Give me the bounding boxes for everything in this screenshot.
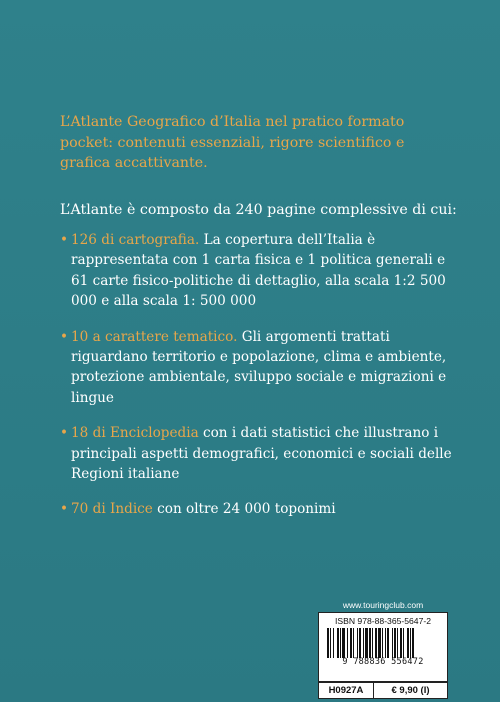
item-text: con i dati statistici che illustrano i principali aspetti demografici, economici e sociali delle Regioni italiane: [71, 425, 452, 483]
item-highlight: 70 di Indice: [71, 501, 153, 518]
lead-paragraph: L’Atlante è composto da 240 pagine complessive di cui:: [60, 202, 457, 218]
list-item: [60, 230, 460, 312]
item-highlight: 126 di cartografia.: [71, 232, 200, 248]
list-item: [60, 499, 460, 519]
isbn-label: ISBN 978-88-365-5647-2: [334, 616, 432, 626]
item-text: con oltre 24 000 toponimi: [152, 501, 336, 518]
product-code: H0927A: [318, 682, 374, 699]
item-highlight: 10 a carattere tematico.: [71, 328, 238, 345]
barcode-digits: 9 788836 556472: [342, 657, 424, 667]
list-item: [60, 327, 460, 409]
item-text: La copertura dell’Italia è rappresentata con 1 carta fisica e 1 politica generali e 61 carte fisico-politiche di dettaglio, alla scala 1:2 500 000 e alla scala 1: 500 000: [71, 232, 446, 310]
contents-list: [60, 230, 460, 535]
price-label: € 9,90 (I): [374, 682, 448, 699]
list-item: [60, 423, 460, 484]
intro-paragraph: L’Atlante Geografico d’Italia nel pratico formato pocket: contenuti essenziali, rigore scientifico e grafica accattivante.: [60, 114, 405, 171]
website-url: www.touringclub.com: [342, 600, 424, 610]
price-row: [318, 682, 448, 697]
item-text: Gli argomenti trattati riguardano territorio e popolazione, clima e ambiente, protezione ambientale, sviluppo sociale e migrazioni e lingue: [71, 328, 447, 406]
barcode-image: [327, 628, 439, 658]
item-highlight: 18 di Enciclopedia: [71, 425, 199, 442]
barcode-panel: [318, 612, 448, 682]
